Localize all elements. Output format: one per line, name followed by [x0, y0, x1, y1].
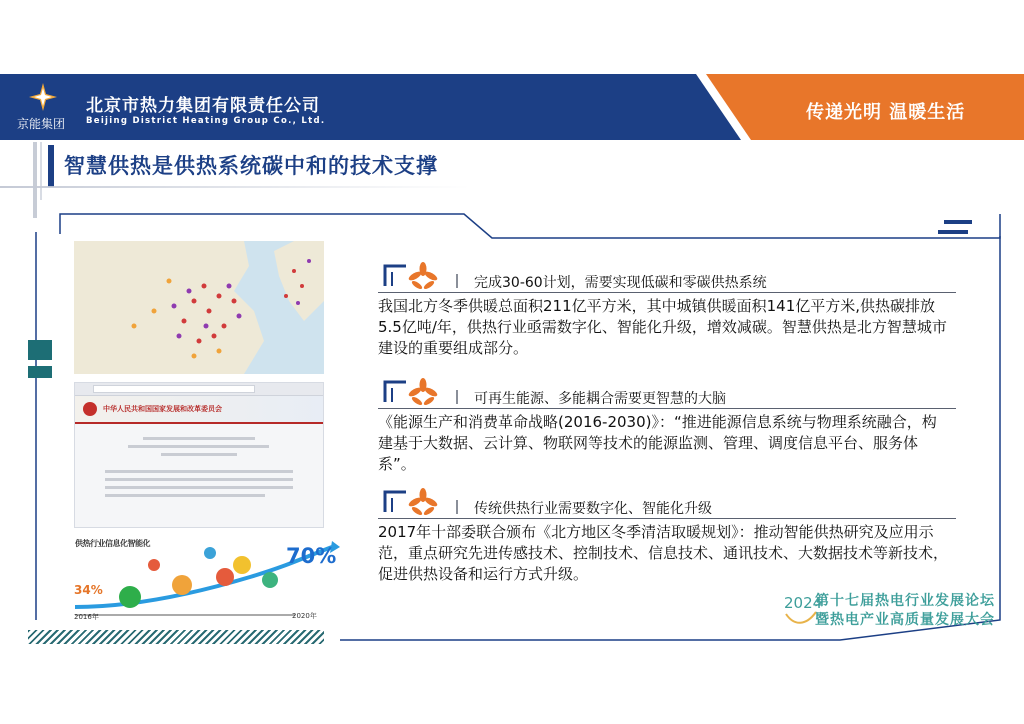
section-tick — [456, 500, 458, 514]
stage-icon — [119, 586, 141, 608]
forum-title-line2: 暨热电产业高质量发展大会 — [815, 612, 995, 628]
stage-icon — [216, 568, 234, 586]
section-tick — [456, 390, 458, 404]
decor-bar — [28, 340, 52, 360]
policy-document-image — [74, 382, 324, 528]
document-body — [75, 424, 323, 510]
section-title: 完成30-60计划，需要实现低碳和零碳供热系统 — [474, 275, 767, 291]
stage-icon — [204, 547, 216, 559]
group-logo — [6, 82, 76, 136]
page-title: 智慧供热是供热系统碳中和的技术支撑 — [64, 154, 438, 178]
percent-end: 70% — [286, 544, 337, 568]
percent-start: 34% — [74, 583, 103, 597]
stage-icon — [172, 575, 192, 595]
title-accent-bar — [48, 145, 54, 187]
browser-toolbar — [75, 383, 323, 396]
bracket-icon — [382, 378, 408, 404]
stage-icon — [262, 572, 278, 588]
year-end: 2020年 — [292, 612, 317, 620]
bracket-icon — [382, 488, 408, 514]
section-text: 2017年十部委联合颁布《北方地区冬季清洁取暖规划》：推动智能供热研究及应用示范，重点研究先进传感技术、控制技术、信息技术、通讯技术、大数据技术等新技术，促进供热设备和运行方式升级。 — [378, 523, 949, 583]
slogan: 传递光明 温暖生活 — [806, 102, 966, 123]
flower-icon — [408, 262, 438, 292]
section-title: 可再生能源、多能耦合需要更智慧的大脑 — [474, 391, 726, 407]
company-name-cn: 北京市热力集团有限责任公司 — [86, 96, 320, 116]
hatch-decoration — [28, 630, 324, 644]
section-tick — [456, 274, 458, 288]
section-digital — [378, 488, 950, 585]
section-renewable — [378, 378, 950, 475]
logo-text: 京能集团 — [16, 117, 65, 131]
section-divider — [378, 408, 956, 409]
company-name-en: Beijing District Heating Group Co., Ltd. — [86, 116, 326, 126]
section-header — [378, 262, 950, 294]
section-title: 传统供热行业需要数字化、智能化升级 — [474, 501, 712, 517]
national-emblem-icon — [83, 402, 97, 416]
left-divider — [33, 142, 37, 218]
stage-icon — [148, 559, 160, 571]
section-carbon — [378, 262, 950, 359]
left-divider-secondary — [40, 142, 42, 200]
gov-banner — [75, 396, 323, 424]
flower-icon — [408, 378, 438, 408]
flower-icon — [408, 488, 438, 518]
section-header — [378, 488, 950, 520]
title-underline — [0, 186, 470, 188]
gov-agency-title: 中华人民共和国国家发展和改革委员会 — [103, 405, 222, 413]
section-text: 我国北方冬季供暖总面积211亿平方米，其中城镇供暖面积141亿平方米,供热碳排放5.5亿吨/年，供热行业亟需数字化、智能化升级，增效减碳。智慧供热是北方智慧城市建设的重要组成部分。 — [378, 297, 947, 357]
star-logo-icon — [28, 82, 58, 112]
forum-title-line1: 第十七届热电行业发展论坛 — [815, 593, 995, 609]
year-start: 2016年 — [74, 613, 99, 621]
section-text: 《能源生产和消费革命战略(2016-2030)》：“推进能源信息系统与物理系统融合，构建基于大数据、云计算、物联网等技术的能源监测、管理、调度信息平台、服务体系”。 — [378, 413, 937, 473]
section-header — [378, 378, 950, 410]
stage-icon — [233, 556, 251, 574]
section-divider — [378, 518, 956, 519]
china-map-image — [74, 241, 324, 374]
bracket-icon — [382, 262, 408, 288]
forum-year: 2024 — [784, 594, 822, 612]
header-banner — [0, 74, 1024, 140]
infographic-title: 供热行业信息化智能化 — [75, 539, 150, 548]
section-divider — [378, 292, 956, 293]
decor-bar — [28, 366, 52, 378]
